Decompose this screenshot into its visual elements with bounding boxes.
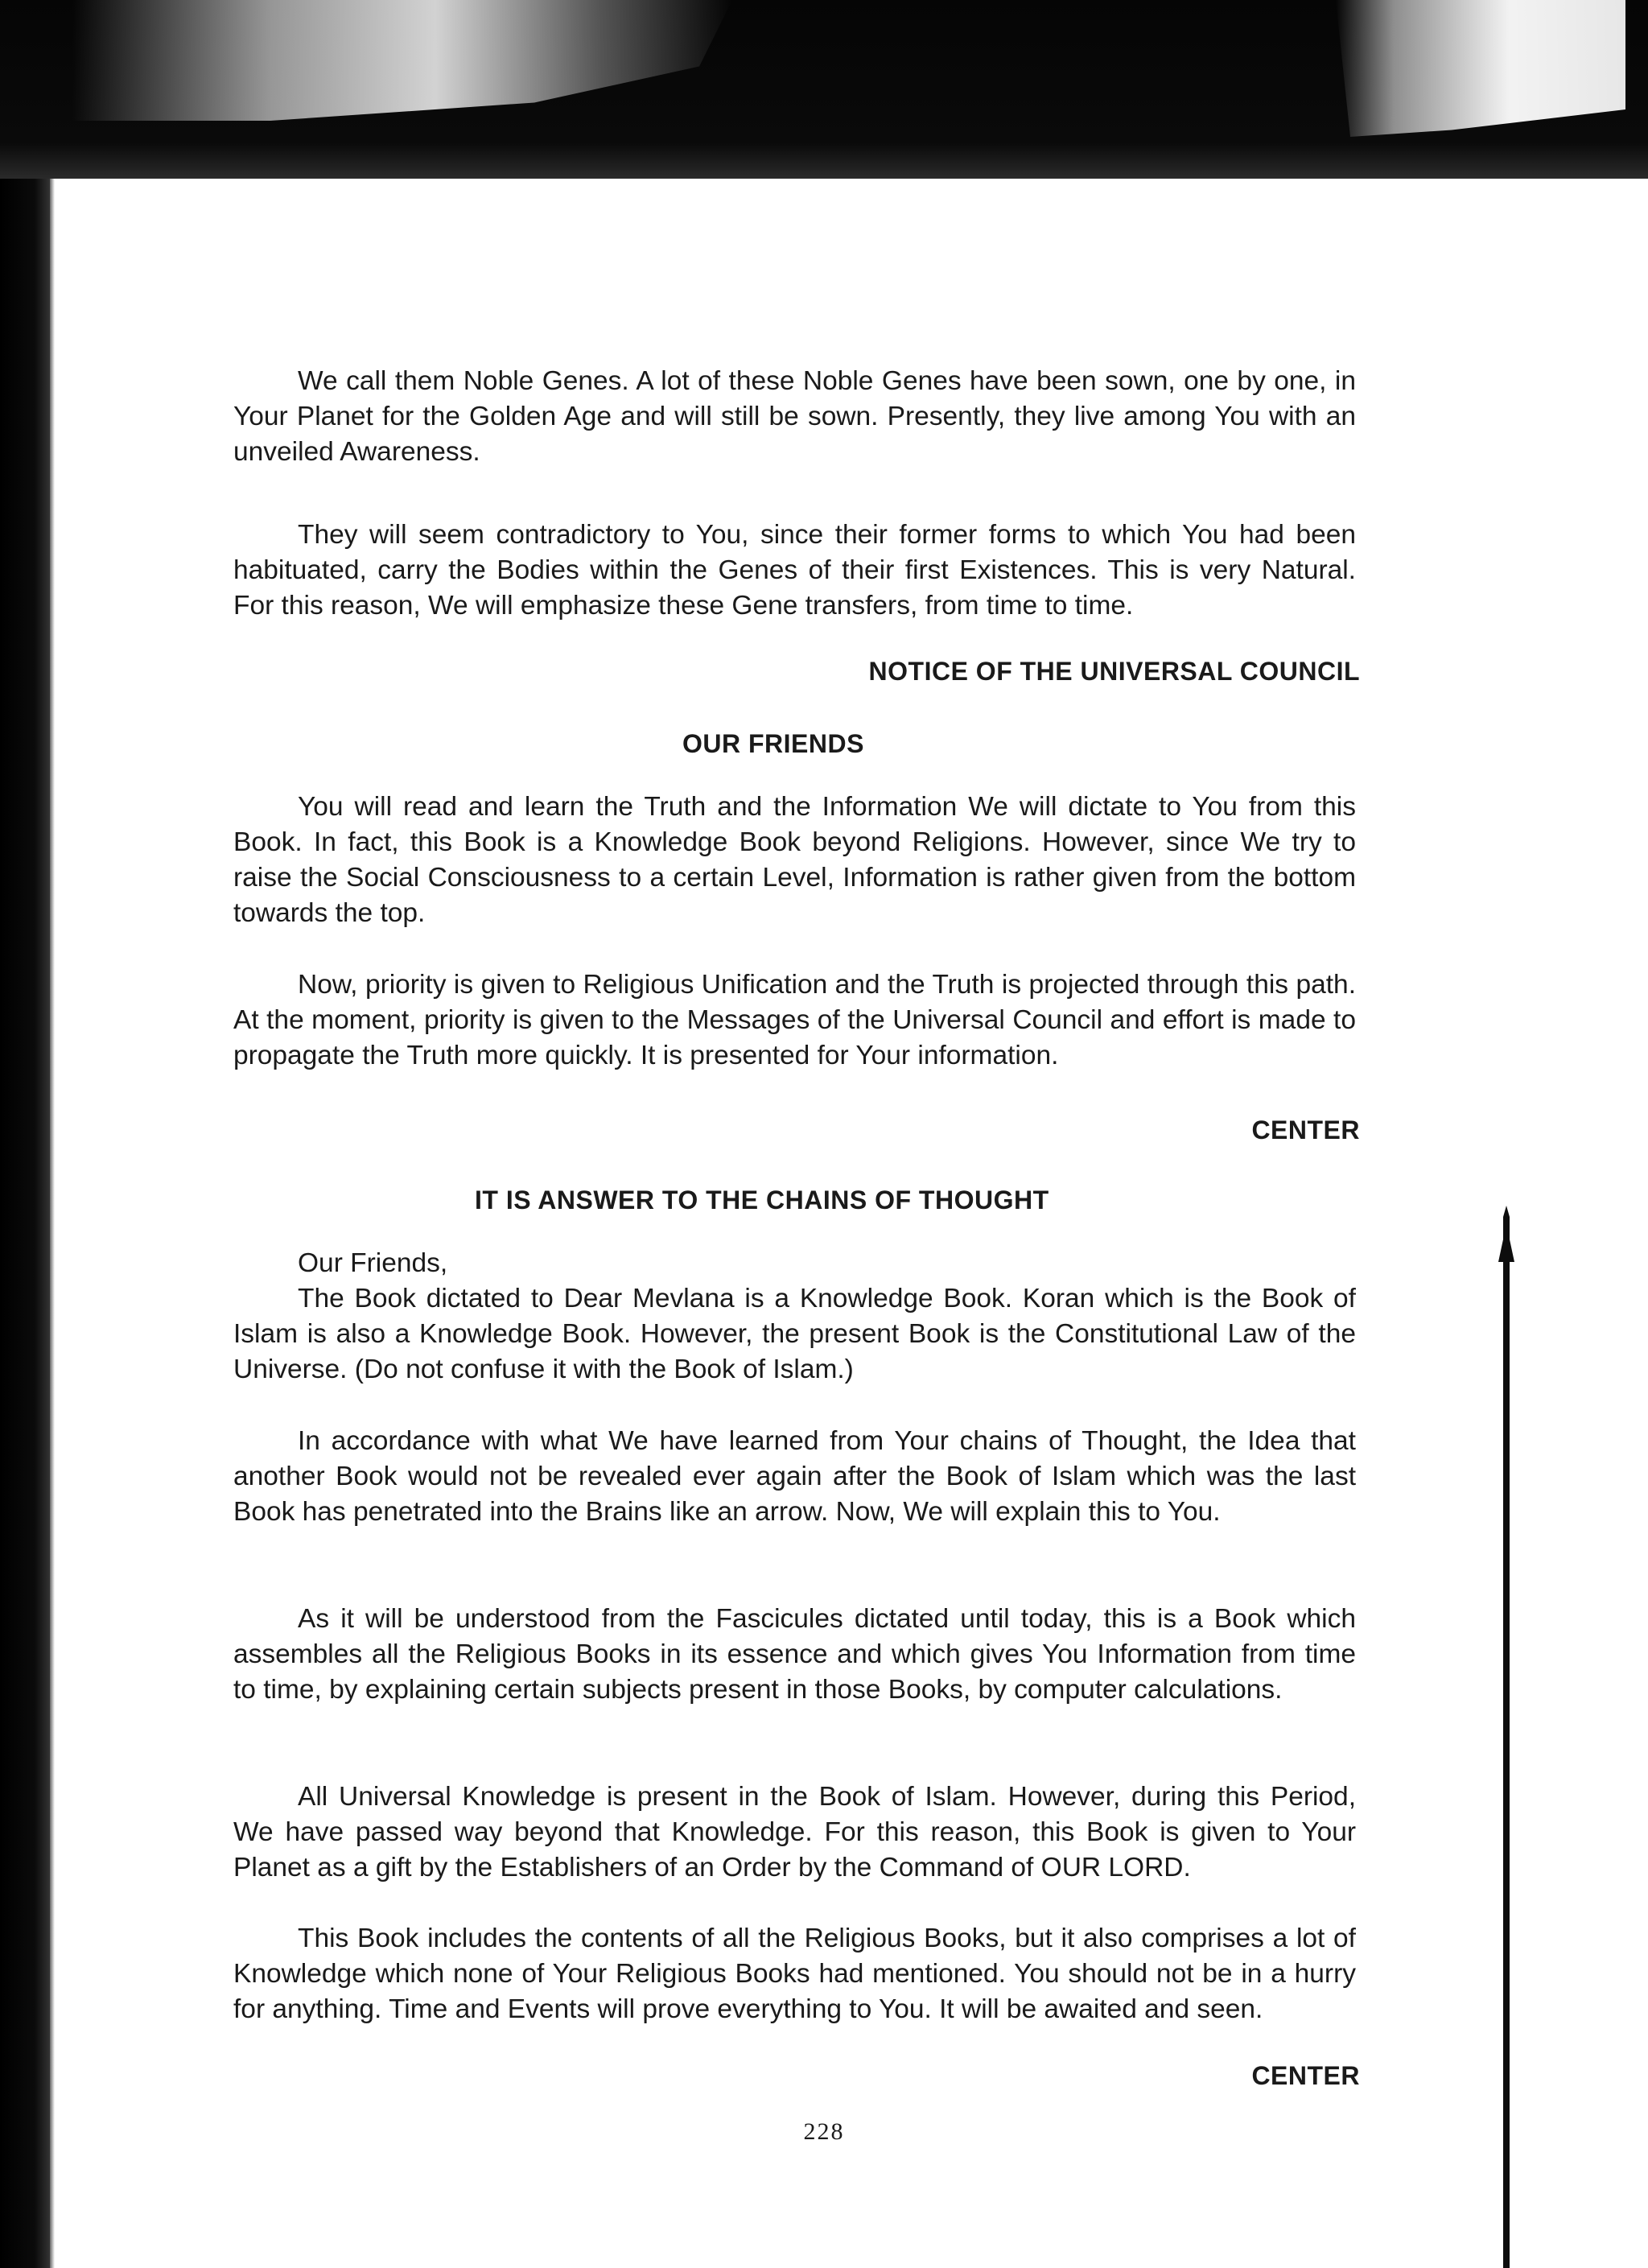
paragraph: As it will be understood from the Fascicules dictated until today, this is a Book which assembles all the Religious Books in its essence and which gives You Information from time to time, by explaining certain subjects present in those Books, by computer calculations. [233, 1604, 1356, 1705]
paragraph: They will seem contradictory to You, since their former forms to which You had been habituated, carry the Bodies within the Genes of their first Existences. This is very Natural. For this reason, We will emphasize these Gene transfers, from time to time. [233, 520, 1356, 621]
signature: CENTER [1251, 2061, 1360, 2090]
paragraph: We call them Noble Genes. A lot of these Noble Genes have been sown, one by one, in Your Planet for the Golden Age and will still be sown. Presently, they live among You with an unveiled Awareness. [233, 366, 1356, 467]
paragraph: The Book dictated to Dear Mevlana is a Knowledge Book. Koran which is the Book of Islam is also a Knowledge Book. However, the present Book is the Constitutional Law of the Universe. (Do not confuse it with the Book of Islam.) [233, 1284, 1356, 1384]
signature: CENTER [1251, 1115, 1360, 1144]
paragraph: You will read and learn the Truth and the Information We will dictate to You from this Book. In fact, this Book is a Knowledge Book beyond Religions. However, since We try to raise the Social Consciousness to a certain Level, Information is rather given from the bottom towards the top. [233, 792, 1356, 928]
scan-border-left [0, 179, 50, 2268]
paragraph: All Universal Knowledge is present in the Book of Islam. However, during this Period, We have passed way beyond that Knowledge. For this reason, this Book is given to Your Planet as a gift by the Establishers of an Order by the Command of OUR LORD. [233, 1782, 1356, 1882]
section-heading: IT IS ANSWER TO THE CHAINS OF THOUGHT [475, 1186, 1049, 1214]
paragraph: In accordance with what We have learned from Your chains of Thought, the Idea that another Book would not be revealed ever again after the Book of Islam which was the last Book has penetrated into the Brains like an arrow. Now, We will explain this to You. [233, 1426, 1356, 1527]
signature: NOTICE OF THE UNIVERSAL COUNCIL [868, 657, 1360, 686]
paragraph: Now, priority is given to Religious Unification and the Truth is projected through this path. At the moment, priority is given to the Messages of the Universal Council and effort is made to propagate the Truth more quickly. It is presented for Your information. [233, 970, 1356, 1070]
margin-rule [1503, 1256, 1510, 2268]
salutation: Our Friends, [298, 1248, 448, 1278]
section-heading: OUR FRIENDS [682, 729, 864, 758]
paragraph: This Book includes the contents of all the Religious Books, but it also comprises a lot of Knowledge which none of Your Religious Books had mentioned. You should not be in a hurry for anything. Time and Events will prove everything to You. It will be awaited and seen. [233, 1924, 1356, 2024]
page-number: 228 [803, 2118, 845, 2145]
